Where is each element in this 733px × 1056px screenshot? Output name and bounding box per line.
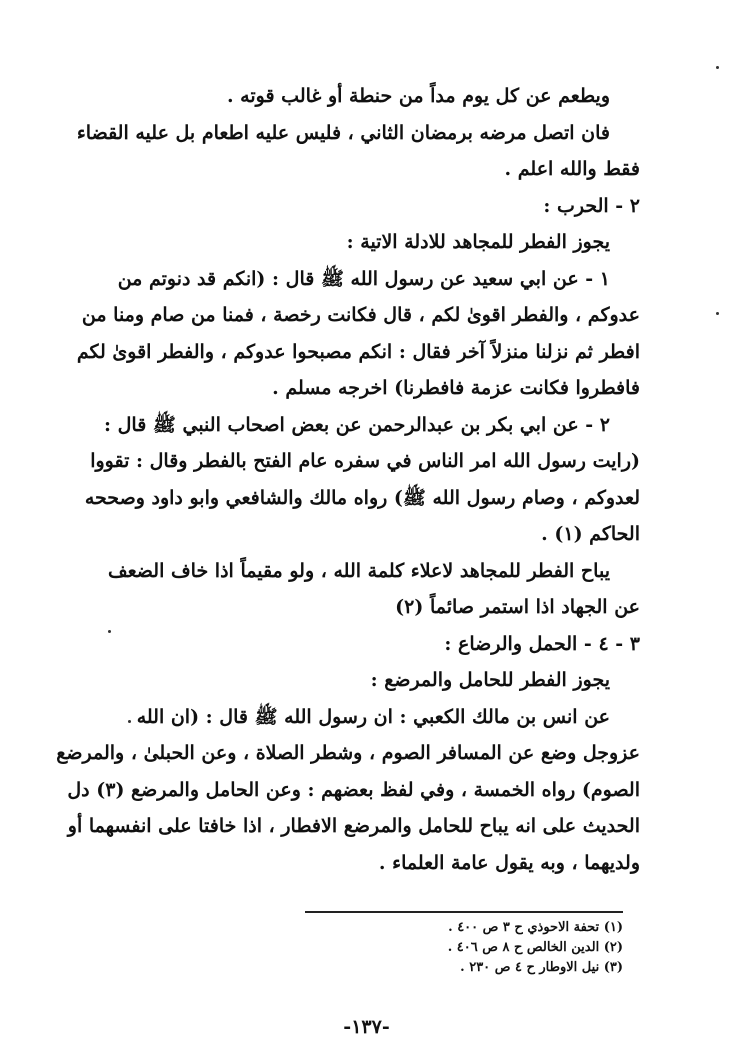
text-line: ولديهما ، وبه يقول عامة العلماء . xyxy=(378,851,640,874)
text-line: ويطعم عن كل يوم مداً من حنطة أو غالب قوته . xyxy=(226,85,610,107)
text-line: الحاكم (١) . xyxy=(541,523,640,545)
text-line: الحديث على انه يباح للحامل والمرضع الافطار ، اذا خافتا على انفسهما أو xyxy=(67,815,640,837)
text-line: يجوز الفطر للحامل والمرضع : xyxy=(370,669,610,691)
text-line: فافطروا فكانت عزمة فافطرنا) اخرجه مسلم . xyxy=(272,377,640,399)
section-heading-war: ٢ - الحرب : xyxy=(543,194,640,217)
footnotes xyxy=(305,918,623,978)
text-line: فقط والله اعلم . xyxy=(504,158,640,180)
footnote: (٣) نيل الاوطار ح ٤ ص ٢٣٠ . xyxy=(460,960,623,975)
text-line: يجوز الفطر للمجاهد للادلة الاتية : xyxy=(346,231,610,253)
footnote: (٢) الدين الخالص ح ٨ ص ٤٠٦ . xyxy=(447,940,623,955)
text-line: ١ - عن ابي سعيد عن رسول الله ﷺ قال : (انكم قد دنوتم من xyxy=(117,267,610,290)
text-line: عدوكم ، والفطر اقوىٰ لكم ، قال فكانت رخصة ، فمنا من صام ومنا من xyxy=(81,304,640,326)
text-line: يباح الفطر للمجاهد لاعلاء كلمة الله ، ولو مقيماً اذا خاف الضعف xyxy=(107,559,610,582)
section-heading-pregnancy: ٣ - ٤ - الحمل والرضاع : xyxy=(444,632,640,655)
text-line: افطر ثم نزلنا منزلاً آخر فقال : انكم مصبحوا عدوكم ، والفطر اقوىٰ لكم xyxy=(76,340,640,363)
text-line: ٢ - عن ابي بكر بن عبدالرحمن عن بعض اصحاب النبي ﷺ قال : xyxy=(104,413,610,436)
scan-speck xyxy=(128,720,131,723)
main-text xyxy=(56,78,640,881)
scan-speck xyxy=(716,312,719,315)
text-line: الصوم) رواه الخمسة ، وفي لفظ بعضهم : وعن الحامل والمرضع (٣) دل xyxy=(67,778,640,801)
text-line: فان اتصل مرضه برمضان الثاني ، فليس عليه اطعام بل عليه القضاء xyxy=(76,121,610,144)
scan-speck xyxy=(716,66,719,69)
footnote-divider xyxy=(305,911,623,913)
text-line: عن انس بن مالك الكعبي : ان رسول الله ﷺ قال : (ان الله xyxy=(136,705,610,728)
text-line: عن الجهاد اذا استمر صائماً (٢) xyxy=(395,596,640,618)
text-line: (رايت رسول الله امر الناس في سفره عام الفتح بالفطر وقال : تقووا xyxy=(90,450,640,472)
scan-speck xyxy=(108,630,111,633)
text-line: لعدوكم ، وصام رسول الله ﷺ) رواه مالك والشافعي وابو داود وصححه xyxy=(84,486,640,509)
footnote: (١) تحفة الاحوذي ح ٣ ص ٤٠٠ . xyxy=(448,920,623,935)
text-line: عزوجل وضع عن المسافر الصوم ، وشطر الصلاة ، وعن الحبلىٰ ، والمرضع xyxy=(56,742,640,764)
page-number: -١٣٧- xyxy=(343,1016,390,1038)
